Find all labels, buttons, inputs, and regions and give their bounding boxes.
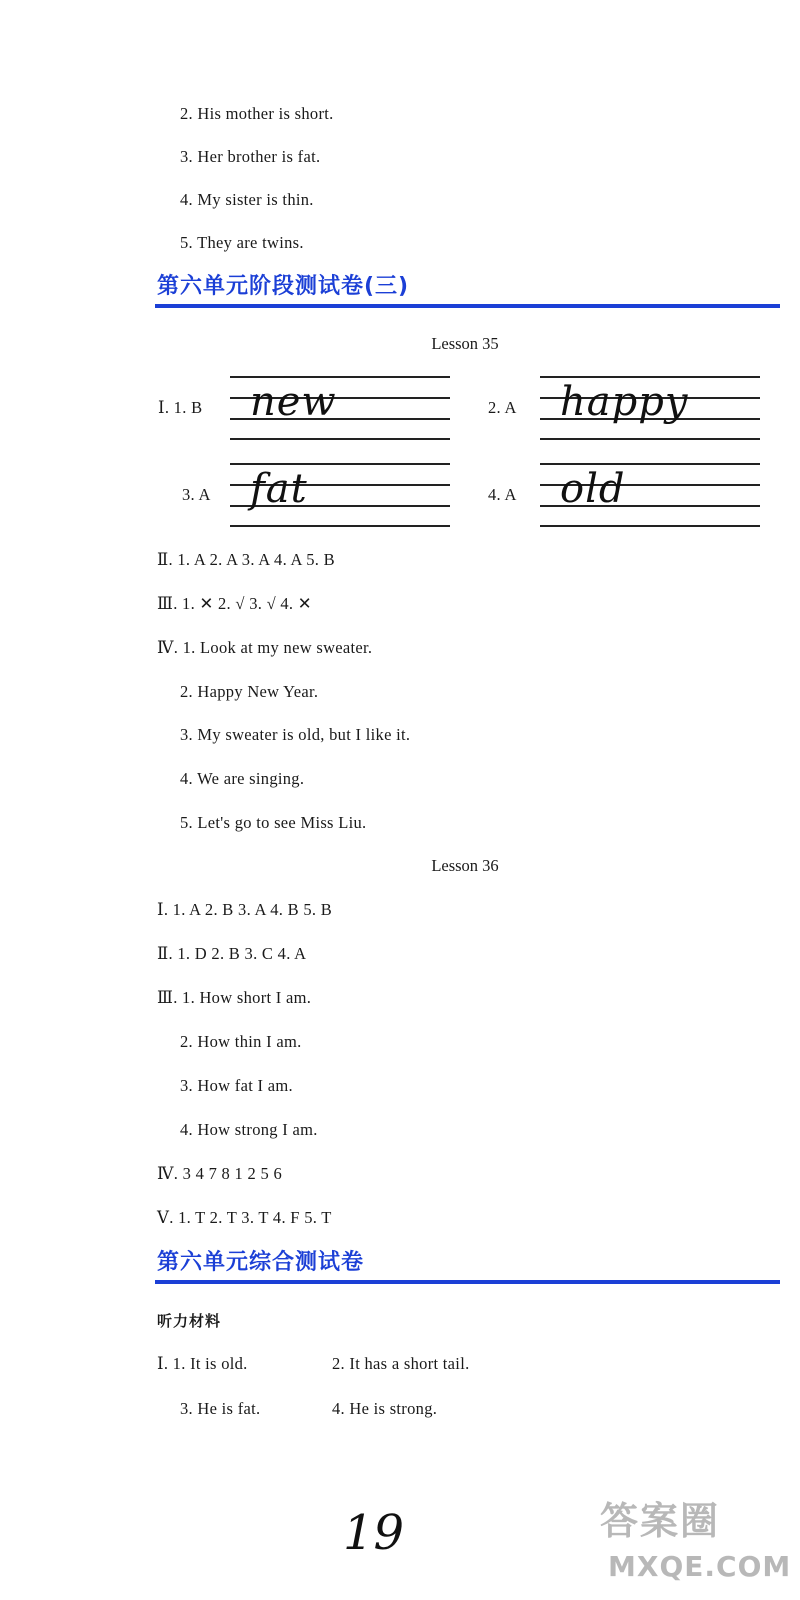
answer-line: Ⅱ. 1. A 2. A 3. A 4. A 5. B <box>157 550 335 569</box>
writing-label: Ⅰ. 1. B <box>158 398 203 417</box>
section-title: 第六单元阶段测试卷(三) <box>157 274 410 299</box>
answer-line: 4. He is strong. <box>332 1399 438 1418</box>
writing-box <box>230 376 450 438</box>
page-number: 19 <box>343 1505 405 1561</box>
answer-line: 2. His mother is short. <box>180 104 334 123</box>
answer-line: 2. How thin I am. <box>180 1032 302 1051</box>
writing-box <box>540 463 760 525</box>
answer-line: 4. My sister is thin. <box>180 190 314 209</box>
answer-line: 5. Let's go to see Miss Liu. <box>180 813 367 832</box>
handwritten-word: happy <box>560 379 689 425</box>
answer-line: 2. It has a short tail. <box>332 1354 470 1373</box>
answer-line: Ⅳ. 3 4 7 8 1 2 5 6 <box>157 1164 283 1183</box>
section-heading <box>155 1246 780 1284</box>
answer-line: 2. Happy New Year. <box>180 682 319 701</box>
writing-label: 2. A <box>488 398 517 417</box>
answer-line: 5. They are twins. <box>180 233 304 252</box>
listening-title: 听力材料 <box>157 1312 222 1330</box>
watermark-logo-text: 答案圈 <box>600 1499 721 1543</box>
section-heading <box>155 270 780 308</box>
lesson-title: Lesson 36 <box>431 856 499 875</box>
answer-line: Ⅳ. 1. Look at my new sweater. <box>157 638 373 657</box>
handwritten-word: fat <box>250 466 308 512</box>
answer-line: 3. He is fat. <box>180 1399 261 1418</box>
writing-label: 3. A <box>182 485 211 504</box>
writing-box <box>230 463 450 525</box>
watermark-url: MXQE.COM <box>608 1550 792 1583</box>
section-title: 第六单元综合测试卷 <box>157 1250 365 1275</box>
answer-line: 3. Her brother is fat. <box>180 147 321 166</box>
handwritten-word: new <box>250 379 337 425</box>
answer-line: Ⅱ. 1. D 2. B 3. C 4. A <box>157 944 307 963</box>
writing-box <box>540 376 760 438</box>
handwritten-word: old <box>560 466 626 512</box>
answer-line: 4. We are singing. <box>180 769 305 788</box>
answer-line: Ⅲ. 1. ✕ 2. √ 3. √ 4. ✕ <box>157 594 312 613</box>
lesson-title: Lesson 35 <box>431 334 499 353</box>
answer-line: Ⅲ. 1. How short I am. <box>157 988 312 1007</box>
answer-line: Ⅴ. 1. T 2. T 3. T 4. F 5. T <box>157 1208 332 1227</box>
answer-line: Ⅰ. 1. A 2. B 3. A 4. B 5. B <box>157 900 333 919</box>
writing-label: 4. A <box>488 485 517 504</box>
answer-line: 3. My sweater is old, but I like it. <box>180 725 411 744</box>
answer-line: 4. How strong I am. <box>180 1120 318 1139</box>
watermark <box>600 1490 790 1600</box>
answer-line: Ⅰ. 1. It is old. <box>157 1354 248 1373</box>
answer-line: 3. How fat I am. <box>180 1076 293 1095</box>
